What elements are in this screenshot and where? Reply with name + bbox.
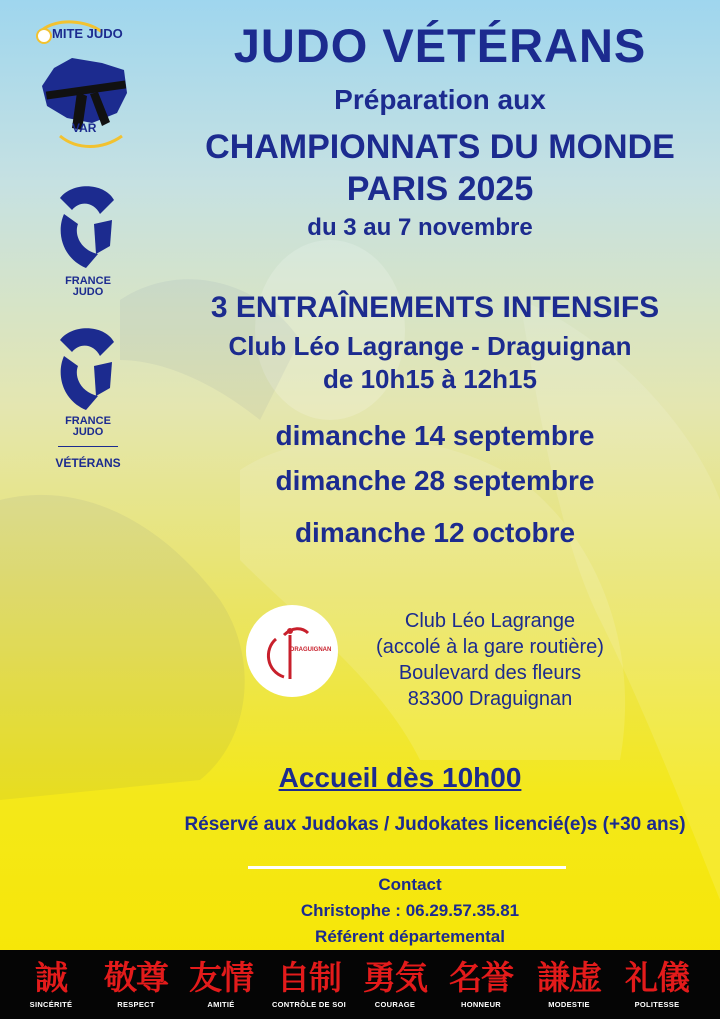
welcome-time: Accueil dès 10h00 — [278, 762, 522, 793]
value-word: POLITESSE — [634, 1000, 680, 1009]
value-kanji: 礼儀 — [625, 958, 689, 997]
value-word: AMITIÉ — [207, 1000, 235, 1009]
value-kanji: 勇気 — [363, 958, 427, 997]
france-judo-emblem-icon — [52, 180, 122, 272]
club-address — [345, 608, 635, 712]
address-line: 83300 Draguignan — [407, 688, 573, 710]
event-city: PARIS 2025 — [346, 170, 534, 208]
value-politesse — [612, 960, 702, 1009]
veterans-caption: VÉTÉRANS — [55, 456, 121, 470]
value-amitie — [176, 960, 266, 1009]
france-judo-line1: FRANCE — [65, 415, 111, 427]
france-judo-logo — [52, 180, 122, 298]
france-judo-line2: JUDO — [72, 286, 104, 298]
value-word: COURAGE — [374, 1000, 416, 1009]
france-judo-line2: JUDO — [72, 426, 104, 438]
address-line: (accolé à la gare routière) — [376, 636, 604, 658]
club-badge-text: DRAGUIGNAN — [290, 647, 332, 653]
value-respect — [91, 960, 181, 1009]
subtitle: Préparation aux — [334, 84, 546, 115]
value-word: CONTRÔLE DE SOI — [271, 1000, 347, 1009]
comite-logo-bottom-text: VAR — [72, 121, 97, 135]
contact-role: Référent départemental — [315, 927, 505, 946]
address-line: Club Léo Lagrange — [404, 610, 576, 632]
comite-judo-var-logo — [32, 18, 142, 158]
value-honneur — [436, 960, 526, 1009]
club-leo-lagrange-logo — [246, 605, 338, 697]
value-sincerite — [6, 960, 96, 1009]
value-word: RESPECT — [117, 1000, 155, 1009]
france-judo-emblem-icon — [52, 322, 122, 414]
value-kanji: 誠 — [35, 958, 67, 997]
eligibility-note: Réservé aux Judokas / Judokates licencié(e)s (+30 ans) — [184, 814, 686, 835]
session-date: dimanche 28 septembre — [275, 465, 595, 496]
value-kanji: 謙虚 — [537, 958, 601, 997]
value-word: HONNEUR — [460, 1000, 502, 1009]
value-kanji: 敬尊 — [104, 958, 168, 997]
event-dates: du 3 au 7 novembre — [307, 214, 533, 241]
value-controle-de-soi — [264, 960, 354, 1009]
france-judo-veterans-logo — [48, 322, 128, 472]
divider — [248, 866, 566, 869]
logo-divider — [58, 446, 118, 447]
page-title: JUDO VÉTÉRANS — [233, 19, 647, 72]
value-courage — [350, 960, 440, 1009]
contact-person: Christophe : 06.29.57.35.81 — [300, 901, 520, 920]
session-date: dimanche 12 octobre — [294, 517, 576, 548]
event-name: CHAMPIONNATS DU MONDE — [205, 128, 675, 166]
training-hours: de 10h15 à 12h15 — [323, 364, 537, 394]
comite-logo-top-text: MITE JUDO — [52, 26, 123, 41]
france-judo-line1: FRANCE — [65, 275, 111, 287]
value-word: MODESTIE — [548, 1000, 590, 1009]
contact-label: Contact — [378, 875, 442, 894]
value-modestie — [524, 960, 614, 1009]
training-headline: 3 ENTRAÎNEMENTS INTENSIFS — [210, 291, 660, 324]
value-kanji: 名誉 — [449, 958, 513, 997]
value-kanji: 自制 — [277, 958, 341, 997]
session-date: dimanche 14 septembre — [275, 420, 595, 451]
address-line: Boulevard des fleurs — [398, 662, 582, 684]
training-club: Club Léo Lagrange - Draguignan — [228, 331, 632, 361]
moral-code-footer — [0, 950, 720, 1019]
value-word: SINCÉRITÉ — [29, 1000, 73, 1009]
value-kanji: 友情 — [189, 958, 253, 997]
